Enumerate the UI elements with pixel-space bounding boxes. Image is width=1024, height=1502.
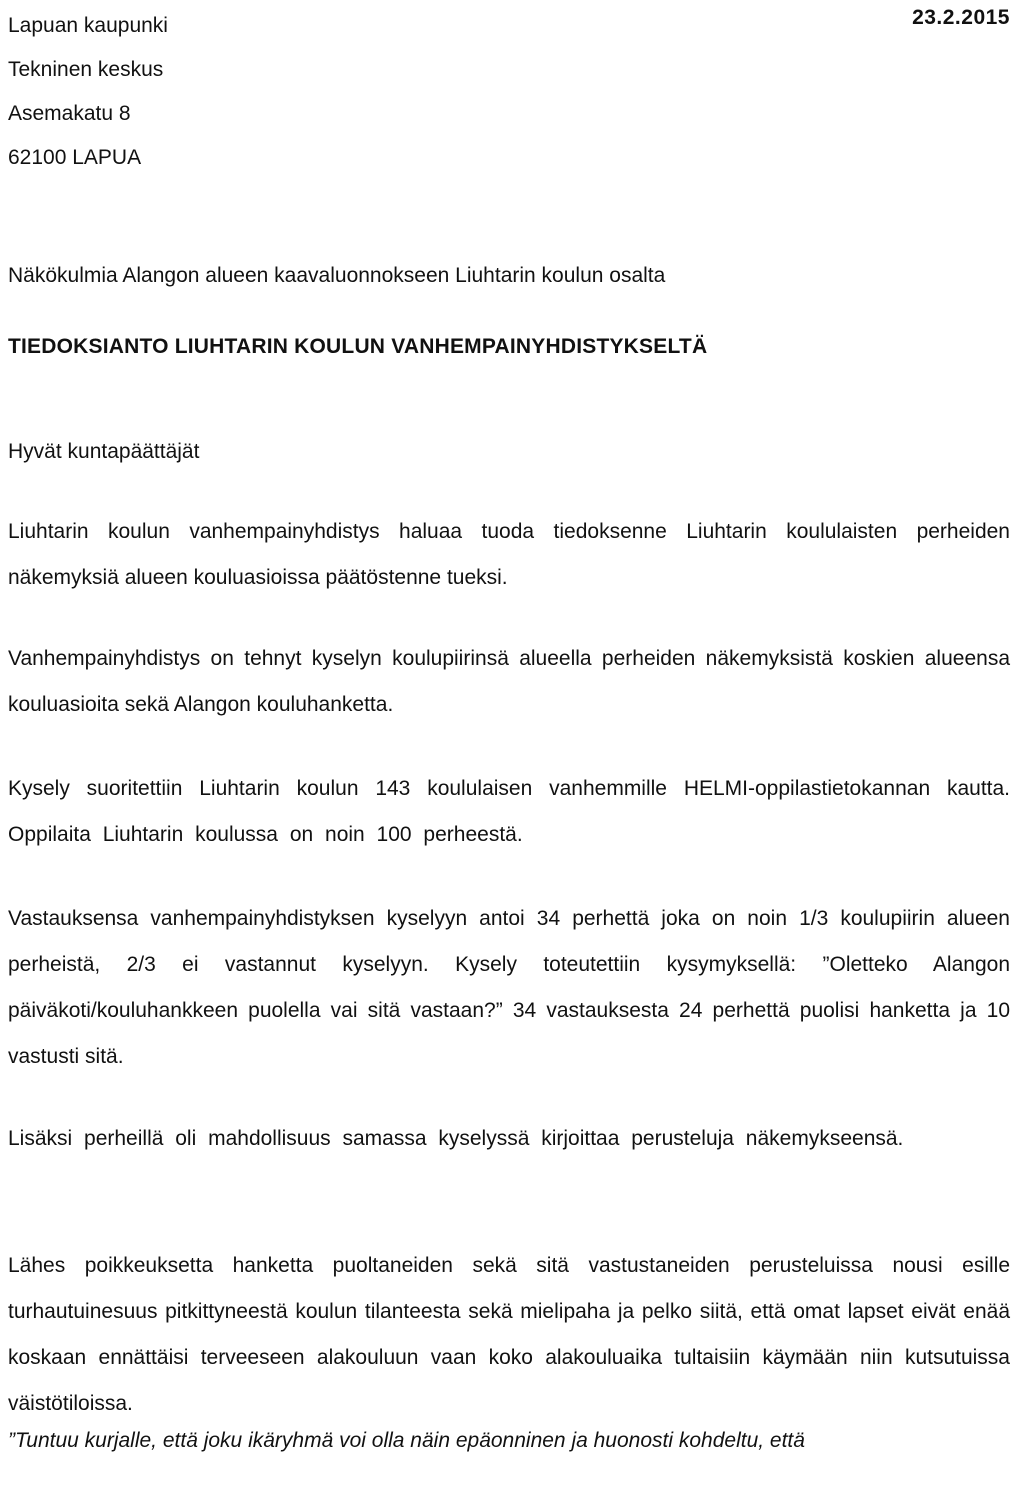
paragraph-reasons: Lisäksi perheillä oli mahdollisuus samassa kyselyssä kirjoittaa perusteluja näkemykseensä.: [8, 1127, 904, 1150]
subject-line: Näkökulmia Alangon alueen kaavaluonnokseen Liuhtarin koulun osalta: [8, 264, 666, 287]
sender-address: [8, 4, 168, 180]
org-name: Lapuan kaupunki: [8, 14, 168, 37]
paragraph-quote: ”Tuntuu kurjalle, että joku ikäryhmä voi olla näin epäonninen ja huonosti kohdeltu, että: [8, 1429, 805, 1452]
paragraph-concerns: Lähes poikkeuksetta hanketta puoltaneiden sekä sitä vastustaneiden perusteluissa nousi esille turhautuinesuus pitkittyneestä koulun tilanteesta sekä mielipaha ja pelko siitä, että omat lapset eivät enää koskaan ennättäisi terveeseen alakouluun vaan koko alakouluaika tultaisiin käymään niin kutsutuissa väistötiloissa.: [8, 1254, 1010, 1415]
paragraph-intro: Liuhtarin koulun vanhempainyhdistys haluaa tuoda tiedoksenne Liuhtarin koululaisten perheiden näkemyksiä alueen kouluasioissa päätöstenne tueksi.: [8, 520, 1010, 589]
street-address: Asemakatu 8: [8, 102, 131, 125]
postal-address: 62100 LAPUA: [8, 146, 142, 169]
letter-title: TIEDOKSIANTO LIUHTARIN KOULUN VANHEMPAINYHDISTYKSELTÄ: [8, 335, 708, 358]
paragraph-survey: Vanhempainyhdistys on tehnyt kyselyn koulupiirinsä alueella perheiden näkemyksistä koskien alueensa kouluasioita sekä Alangon kouluhanketta.: [8, 647, 1010, 716]
department: Tekninen keskus: [8, 58, 164, 81]
greeting: Hyvät kuntapäättäjät: [8, 440, 200, 463]
paragraph-survey-method: Kysely suoritettiin Liuhtarin koulun 143 koululaisen vanhemmille HELMI-oppilastietokannan kautta. Oppilaita Liuhtarin koulussa on noin 100 perheestä.: [8, 777, 1010, 846]
paragraph-results: Vastauksensa vanhempainyhdistyksen kyselyyn antoi 34 perhettä joka on noin 1/3 koulupiirin alueen perheistä, 2/3 ei vastannut kyselyyn. Kysely toteutettiin kysymyksellä: ”Oletteko Alangon päiväkoti/kouluhankkeen puolella vai sitä vastaan?” 34 vastauksesta 24 perhettä puolisi hanketta ja 10 vastusti sitä.: [8, 907, 1010, 1068]
letter-date: 23.2.2015: [912, 6, 1010, 29]
